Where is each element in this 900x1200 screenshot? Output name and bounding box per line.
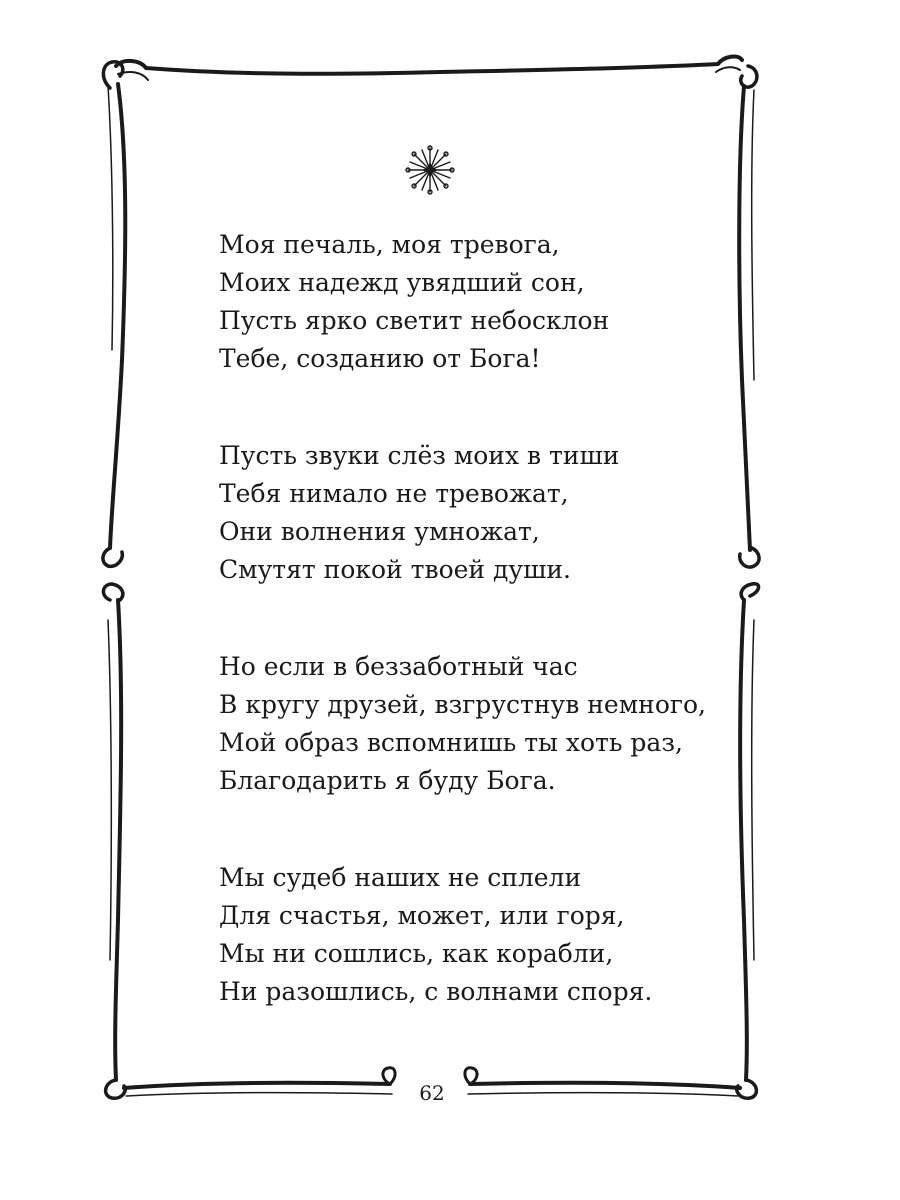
poem-line: Мы судеб наших не сплели	[219, 863, 582, 892]
poem-line: Для счастья, может, или горя,	[219, 901, 625, 930]
poem-line: Ни разошлись, с волнами споря.	[219, 977, 653, 1006]
poem-line: Но если в беззаботный час	[219, 652, 578, 681]
poem	[219, 226, 739, 1011]
poem-line: Пусть ярко светит небосклон	[219, 306, 610, 335]
poem-line: Смутят покой твоей души.	[219, 555, 571, 584]
page-number: 62	[419, 1081, 445, 1105]
stanza-4	[219, 859, 739, 1011]
stanza-1	[219, 226, 739, 378]
poem-line: Они волнения умножат,	[219, 517, 540, 546]
poem-line: Моих надежд увядший сон,	[219, 268, 585, 297]
poem-line: Мы ни сошлись, как корабли,	[219, 939, 614, 968]
poem-line: Мой образ вспомнишь ты хоть раз,	[219, 728, 683, 757]
stanza-3	[219, 648, 739, 800]
poem-line: Благодарить я буду Бога.	[219, 766, 556, 795]
poem-line: Тебя нимало не тревожат,	[219, 479, 569, 508]
stanza-2	[219, 437, 739, 589]
star-flourish-icon	[405, 145, 455, 195]
poem-line: В кругу друзей, взгрустнув немного,	[219, 690, 706, 719]
poem-line: Моя печаль, моя тревога,	[219, 230, 560, 259]
poem-line: Тебе, созданию от Бога!	[219, 344, 541, 373]
poem-line: Пусть звуки слёз моих в тиши	[219, 441, 620, 470]
